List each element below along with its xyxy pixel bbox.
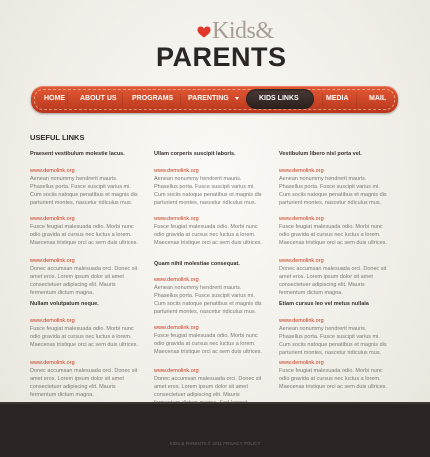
link-description: Fusce feugiat malesuada odio. Morbi nunc odio gravida at cursus nec luctus a lorem. Maecenas tristique orci ac sem duis ultrices.	[154, 333, 262, 355]
link-description: Aenean nonummy hendrerit mauris. Phasellus porta. Fusce suscipit varius mi. Cum sociis natoque penatibus et magnis dis parturient montes, nascetur ridiculus mus.	[30, 176, 138, 206]
link-description: Aenean nonummy hendrerit mauris. Phasellus porta. Fusce suscipit varius mi. Cum sociis natoque penatibus et magnis dis parturient montes, nascetur ridiculus mus.	[154, 285, 262, 315]
link-description: Aenean nonummy hendrerit mauris. Phasellus porta. Fusce suscipit varius mi. Cum sociis natoque penatibus et magnis dis parturient montes, nascetur ridiculus mus.	[279, 176, 387, 206]
link-description: Fusce feugiat malesuada odio. Morbi nunc odio gravida at cursus nec luctus a lorem. Maecenas tristique orci ac sem duis ultrices.	[279, 368, 387, 390]
link-description: Fusce feugiat malesuada odio. Morbi nunc odio gravida at cursus nec luctus a lorem. Maecenas tristique orci ac sem duis ultrices.	[154, 224, 262, 246]
link-description: Aenean nonummy hendrerit mauris. Phasellus porta. Fusce suscipit varius mi. Cum sociis natoque penatibus et magnis dis parturient montes, nascetur ridiculus mus.	[154, 176, 262, 206]
nav-divider	[322, 93, 323, 106]
link-description: Fusce feugiat malesuada odio. Morbi nunc odio gravida at cursus nec luctus a lorem. Maecenas tristique orci ac sem duis ultrices.	[30, 326, 138, 348]
column-heading: Nullam volutpatum neque.	[30, 301, 99, 307]
nav-item-about-us[interactable]: ABOUT US	[80, 95, 117, 102]
demo-link[interactable]: www.demolink.org	[154, 277, 199, 283]
link-description: Donec accumsan malesuada orci. Donec sit amet eros. Lorem ipsum dolor sit amet consectetuer adipiscing elit. Mauris	[154, 376, 262, 398]
demo-link[interactable]: www.demolink.org	[30, 318, 75, 324]
nav-item-kids-links[interactable]: KIDS LINKS	[259, 95, 299, 102]
demo-link[interactable]: www.demolink.org	[30, 216, 75, 222]
column-heading: Praesent vestibulum molestie lacus.	[30, 151, 125, 157]
demo-link[interactable]: www.demolink.org	[154, 368, 199, 374]
nav-divider	[67, 93, 68, 106]
demo-link[interactable]: www.demolink.org	[279, 360, 324, 366]
nav-divider	[122, 93, 123, 106]
demo-link[interactable]: www.demolink.org	[279, 216, 324, 222]
nav-divider	[356, 93, 357, 106]
nav-item-home[interactable]: HOME	[44, 95, 65, 102]
nav-divider	[180, 93, 181, 106]
footer-copyright[interactable]: KIDS & PARENTS © 2011 PRIVACY POLICY	[169, 441, 261, 446]
demo-link[interactable]: www.demolink.org	[154, 325, 199, 331]
logo-parents-text[interactable]: PARENTS	[156, 42, 287, 72]
column-heading: Quam nihil molestiae consequat.	[154, 261, 240, 267]
demo-link[interactable]: www.demolink.org	[154, 216, 199, 222]
link-description: Aenean nonummy hendrerit mauris. Phasellus porta. Fusce suscipit varius mi. Cum sociis natoque penatibus et magnis dis parturient montes, nascetur ridiculus mus.	[279, 326, 387, 356]
logo-kids-text[interactable]: Kids&	[212, 18, 274, 44]
demo-link[interactable]: www.demolink.org	[30, 168, 75, 174]
chevron-down-icon[interactable]	[235, 97, 239, 100]
heart-logo-icon	[197, 26, 211, 38]
column-heading: Vestibulum libero nisl porta vel.	[279, 151, 362, 157]
section-title: USEFUL LINKS	[30, 133, 85, 142]
demo-link[interactable]: www.demolink.org	[279, 258, 324, 264]
demo-link[interactable]: www.demolink.org	[279, 318, 324, 324]
link-description: Fusce feugiat malesuada odio. Morbi nunc odio gravida at cursus nec luctus a lorem. Maecenas tristique orci ac sem duis ultrices.	[279, 224, 387, 246]
nav-item-programs[interactable]: PROGRAMS	[132, 95, 174, 102]
link-description: Donec accumsan malesuada orci. Donec sit amet eros. Lorem ipsum dolor sit amet consectetuer adipiscing elit. Mauris fermentum dictum magna.	[30, 368, 138, 398]
link-description: Donec accumsan malesuada orci. Donec sit amet eros. Lorem ipsum dolor sit amet consectetuer adipiscing elit. Mauris fermentum dictum magna.	[30, 266, 138, 296]
nav-item-media[interactable]: MEDIA	[326, 95, 349, 102]
column-heading: Etiam cursus leo vel metus nullala	[279, 301, 369, 307]
demo-link[interactable]: www.demolink.org	[279, 168, 324, 174]
demo-link[interactable]: www.demolink.org	[154, 168, 199, 174]
footer	[0, 404, 430, 457]
demo-link[interactable]: www.demolink.org	[30, 258, 75, 264]
link-description: Fusce feugiat malesuada odio. Morbi nunc odio gravida at cursus nec luctus a lorem. Maecenas tristique orci ac sem duis ultrices.	[30, 224, 138, 246]
nav-item-parenting[interactable]: PARENTING	[188, 95, 229, 102]
nav-item-mail[interactable]: MAIL	[369, 95, 387, 102]
link-description: Donec accumsan malesuada orci. Donec sit amet eros. Lorem ipsum dolor sit amet consectetuer adipiscing elit. Mauris fermentum dictum magna.	[279, 266, 387, 296]
column-heading: Ullam corperis suscipit laboris.	[154, 151, 236, 157]
demo-link[interactable]: www.demolink.org	[30, 360, 75, 366]
